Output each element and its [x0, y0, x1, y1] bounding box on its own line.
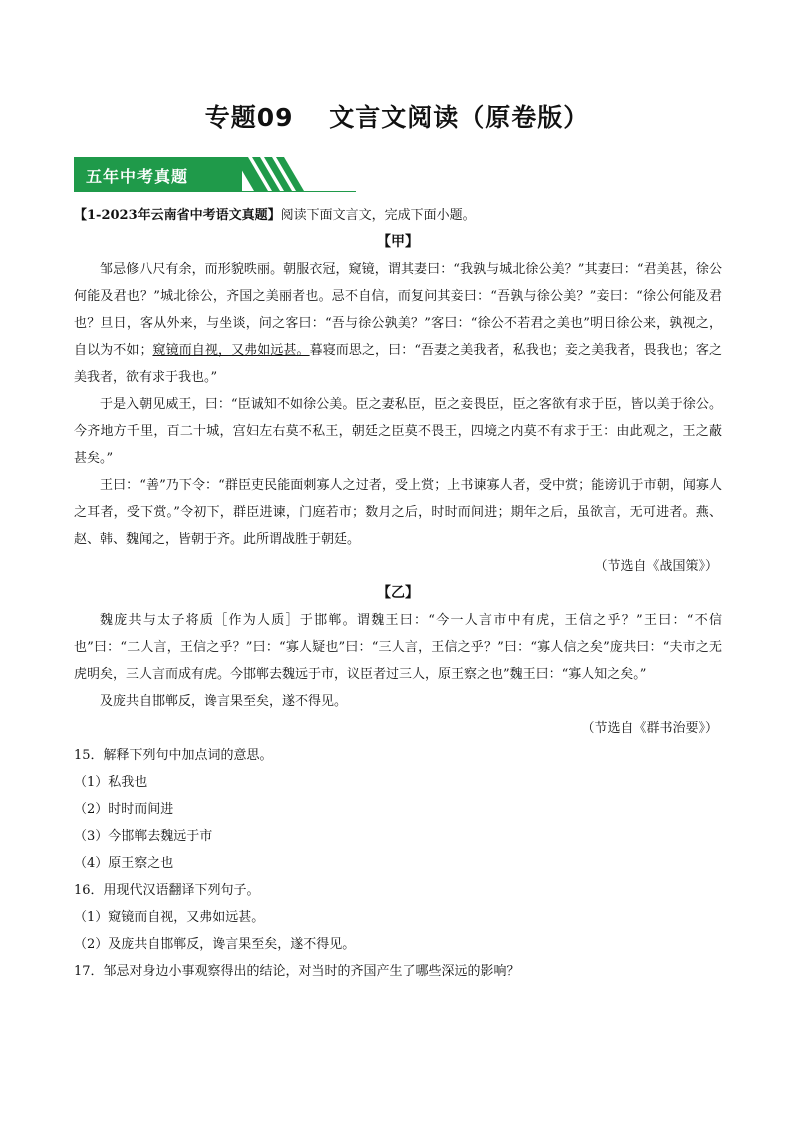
question-15: 15．解释下列句中加点词的意思。 — [74, 748, 273, 763]
banner-stripes-icon — [234, 157, 334, 191]
question-17: 17．邹忌对身边小事观察得出的结论，对当时的齐国产生了哪些深远的影响？ — [74, 964, 520, 979]
passage-b-heading: 【乙】 — [377, 585, 419, 601]
passage-a-heading: 【甲】 — [377, 234, 419, 250]
passage-a-text: 邹忌修八尺有余，而形貌昳丽。朝服衣冠，窥镜，谓其妻曰：“我孰与城北徐公美？”其妻曰：“君美甚，徐公何能及君也？”城北徐公，齐国之美丽者也。忌不自信，而复问其妾曰：“吾孰与徐公美？”妾曰：“徐公何能及君也？旦日，客从外来，与坐谈，问之客曰：“吾与徐公孰美？”客曰：“徐公不若君之美也”明日徐公来，孰视之，自以为不如； — [74, 262, 722, 358]
intro-line — [74, 202, 722, 229]
page-title: 专题09 文言文阅读（原卷版） — [204, 103, 590, 132]
question-15-item: （2）时时而间进 — [74, 802, 174, 817]
banner-label: 五年中考真题 — [86, 167, 189, 186]
question-16-item: （1）窥镜而自视，又弗如远甚。 — [74, 910, 265, 925]
passage-b-paragraph-1: 魏庞共与太子将质［作为人质］于邯郸。谓魏王曰：“今一人言市中有虎，王信之乎？”王曰：“不信也”曰：“二人言，王信之乎？”曰：“寡人疑也”曰：“三人言，王信之乎？”曰：“寡人信之矣”庞共曰：“夫市之无虎明矣，三人言而成有虎。今邯郸去魏远于市，议臣者过三人，原王察之也”魏王曰：“寡人知之矣。” — [74, 613, 722, 682]
banner-underline — [74, 191, 356, 192]
intro-instruction: 阅读下面文言文，完成下面小题。 — [280, 208, 476, 223]
passage-a-paragraph-3: 王曰：“善”乃下令：“群臣吏民能面刺寡人之过者，受上赏；上书谏寡人者，受中赏；能谤讥于市朝，闻寡人之耳者，受下赏。”令初下，群臣进谏，门庭若市；数月之后，时时而间进；期年之后，虽欲言，无可进者。燕、赵、韩、魏闻之，皆朝于齐。此所谓战胜于朝廷。 — [74, 478, 722, 547]
passage-a-text: 暮寝而思之，曰：“吾妻之美我者，私我也；妾之美我者，畏我也；客之美我者，欲有求于我也。” — [74, 343, 722, 385]
document-body — [74, 202, 722, 985]
question-source-tag: 【1-2023年云南省中考语文真题】 — [74, 208, 281, 223]
passage-b-paragraph-2: 及庞共自邯郸反，谗言果至矣，遂不得见。 — [100, 694, 348, 709]
passage-a-paragraph-2: 于是入朝见威王，曰：“臣诚知不如徐公美。臣之妻私臣，臣之妾畏臣，臣之客欲有求于臣，皆以美于徐公。今齐地方千里，百二十城，宫妇左右莫不私王，朝廷之臣莫不畏王，四境之内莫不有求于王：由此观之，王之蔽甚矣。” — [74, 397, 722, 466]
passage-b-source: （节选自《群书治要》） — [581, 721, 718, 736]
passage-a-paragraph-1 — [74, 256, 722, 391]
question-16-item: （2）及庞共自邯郸反，谗言果至矣，遂不得见。 — [74, 937, 356, 952]
question-15-item: （4）原王察之也 — [74, 856, 174, 871]
question-15-item: （1）私我也 — [74, 775, 148, 790]
passage-a-source: （节选自《战国策》） — [594, 559, 718, 574]
underlined-sentence: 窥镜而自视，又弗如远甚。 — [152, 343, 310, 358]
section-banner — [74, 157, 364, 193]
question-16: 16．用现代汉语翻译下列句子。 — [74, 883, 260, 898]
question-15-item: （3）今邯郸去魏远于市 — [74, 829, 213, 844]
